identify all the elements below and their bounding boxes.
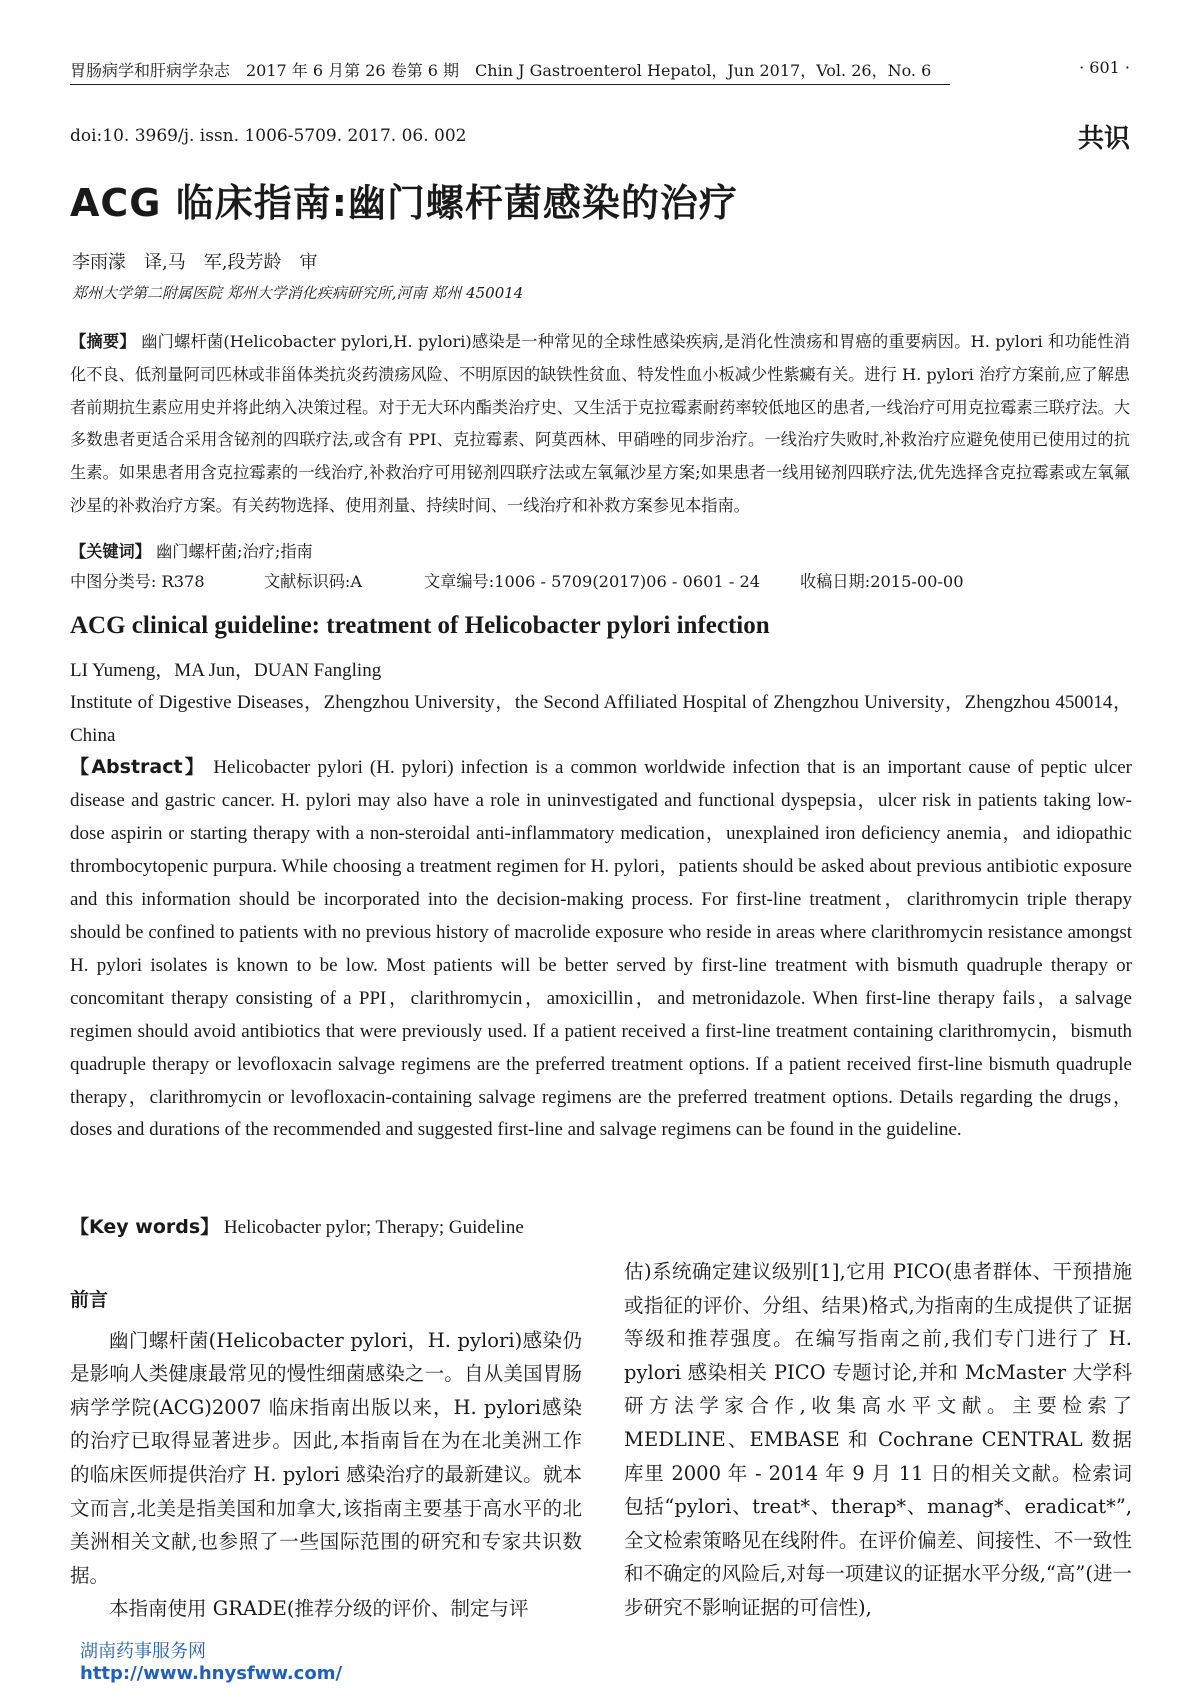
- received-date: 收稿日期:2015-00-00: [800, 572, 964, 591]
- doi: doi:10. 3969/j. issn. 1006-5709. 2017. 06. 002: [70, 126, 467, 146]
- preface-heading: 前言: [70, 1289, 109, 1311]
- english-keywords-label: 【Key words】: [70, 1216, 220, 1238]
- chinese-affiliation: 郑州大学第二附属医院 郑州大学消化疾病研究所,河南 郑州 450014: [72, 284, 524, 302]
- section-tag: 共识: [1077, 124, 1130, 154]
- chinese-keywords-label: 【关键词】: [70, 542, 151, 561]
- preface-paragraph-2-continued: 估)系统确定建议级别[1],它用 PICO(患者群体、干预措施或指征的评价、分组、结果)格式,为指南的生成提供了证据等级和推荐强度。在编写指南之前,我们专门进行了 H. pylori 感染相关 PICO 专题讨论,并和 McMaster 大学科研方法学家合作,收集高水平文献。主要检索了 MEDLINE、EMBASE 和 Cochrane CENTRAL 数据库里 2000 年 - 2014 年 9 月 11 日的相关文献。检索词包括“pylori、treat*、therap*、manag*、eradicat*”,全文检索策略见在线附件。在评价偏差、间接性、不一致性和不确定的风险后,对每一项建议的证据水平分级,“高”(进一步研究不影响证据的可信性),: [624, 1260, 1132, 1619]
- chinese-abstract-label: 【摘要】: [70, 332, 136, 351]
- body-right-column: [624, 1255, 1132, 1625]
- page-number: · 601 ·: [1079, 58, 1130, 77]
- chinese-keywords: [70, 538, 313, 562]
- english-keywords: [70, 1212, 524, 1239]
- english-keywords-text: Helicobacter pylor; Therapy; Guideline: [223, 1217, 524, 1238]
- english-title: ACG clinical guideline: treatment of Helicobacter pylori infection: [70, 612, 770, 639]
- english-authors: LI Yumeng，MA Jun，DUAN Fangling: [70, 660, 382, 681]
- english-abstract-label: 【Abstract】: [70, 756, 207, 778]
- english-abstract: [70, 751, 1132, 1147]
- watermark-site-name: 湖南药事服务网: [80, 1641, 206, 1662]
- header-rule: [70, 84, 950, 85]
- clc-number: 中图分类号: R378: [70, 572, 205, 591]
- chinese-abstract-text: 幽门螺杆菌(Helicobacter pylori,H. pylori)感染是一种常见的全球性感染疾病,是消化性溃疡和胃癌的重要病因。H. pylori 和功能性消化不良、低剂量阿司匹林或非甾体类抗炎药溃疡风险、不明原因的缺铁性贫血、特发性血小板减少性紫癜有关。进行 H. pylori 治疗方案前,应了解患者前期抗生素应用史并将此纳入决策过程。对于无大环内酯类治疗史、又生活于克拉霉素耐药率较低地区的患者,一线治疗可用克拉霉素三联疗法。大多数患者更适合采用含铋剂的四联疗法,或含有 PPI、克拉霉素、阿莫西林、甲硝唑的同步治疗。一线治疗失败时,补救治疗应避免使用已使用过的抗生素。如果患者用含克拉霉素的一线治疗,补救治疗可用铋剂四联疗法或左氧氟沙星方案;如果患者一线用铋剂四联疗法,优先选择含克拉霉素或左氧氟沙星的补救治疗方案。有关药物选择、使用剂量、持续时间、一线治疗和补救方案参见本指南。: [70, 332, 1131, 515]
- document-code: 文献标识码:A: [264, 572, 363, 591]
- chinese-title: ACG 临床指南:幽门螺杆菌感染的治疗: [70, 181, 738, 225]
- chinese-authors: 李雨濛 译,马 军,段芳龄 审: [72, 252, 318, 273]
- english-abstract-text: Helicobacter pylori (H. pylori) infection is a common worldwide infection that is an important cause of peptic ulcer disease and gastric cancer. H. pylori may also have a role in uninvestigated and functional dyspepsia，ulcer risk in patients taking low-dose aspirin or starting therapy with a non-steroidal anti-inflammatory medication，unexplained iron deficiency anemia，and idiopathic thrombocytopenic purpura. While choosing a treatment regimen for H. pylori，patients should be asked about previous antibiotic exposure and this information should be incorporated into the decision-making process. For first-line treatment，clarithromycin triple therapy should be confined to patients with no previous history of macrolide exposure who reside in areas where clarithromycin resistance amongst H. pylori isolates is known to be low. Most patients will be better served by first-line treatment with bismuth quadruple therapy or concomitant therapy consisting of a PPI，clarithromycin，amoxicillin，and metronidazole. When first-line therapy fails，a salvage regimen should avoid antibiotics that were previously used. If a patient received a first-line treatment containing clarithromycin，bismuth quadruple therapy or levofloxacin salvage regimens are the preferred treatment options. If a patient received first-line bismuth quadruple therapy，clarithromycin or levofloxacin-containing salvage regimens are the preferred treatment options. Details regarding the drugs，doses and durations of the recommended and suggested first-line and salvage regimens can be found in the guideline.: [70, 757, 1132, 1141]
- article-number: 文章编号:1006 - 5709(2017)06 - 0601 - 24: [424, 572, 761, 591]
- body-left-column: [70, 1284, 582, 1626]
- watermark-url[interactable]: http://www.hnysfww.com/: [80, 1663, 343, 1684]
- preface-paragraph-1: 幽门螺杆菌(Helicobacter pylori，H. pylori)感染仍是影响人类健康最常见的慢性细菌感染之一。自从美国胃肠病学学院(ACG)2007 临床指南出版以来，H. pylori感染的治疗已取得显著进步。因此,本指南旨在为在北美洲工作的临床医师提供治疗 H. pylori 感染治疗的最新建议。就本文而言,北美是指美国和加拿大,该指南主要基于高水平的北美洲相关文献,也参照了一些国际范围的研究和专家共识数据。: [70, 1328, 582, 1587]
- preface-paragraph-2: 本指南使用 GRADE(推荐分级的评价、制定与评: [109, 1597, 529, 1621]
- chinese-keywords-text: 幽门螺杆菌;治疗;指南: [156, 542, 313, 561]
- chinese-abstract: [70, 326, 1130, 523]
- running-header: 胃肠病学和肝病学杂志 2017 年 6 月第 26 卷第 6 期 Chin J Gastroenterol Hepatol，Jun 2017，Vol. 26，No. 6: [70, 61, 932, 80]
- english-affiliation: Institute of Digestive Diseases，Zhengzhou University，the Second Affiliated Hospital of Zhengzhou University，Zhengzhou 450014，China: [70, 692, 1132, 746]
- watermark: [80, 1637, 342, 1684]
